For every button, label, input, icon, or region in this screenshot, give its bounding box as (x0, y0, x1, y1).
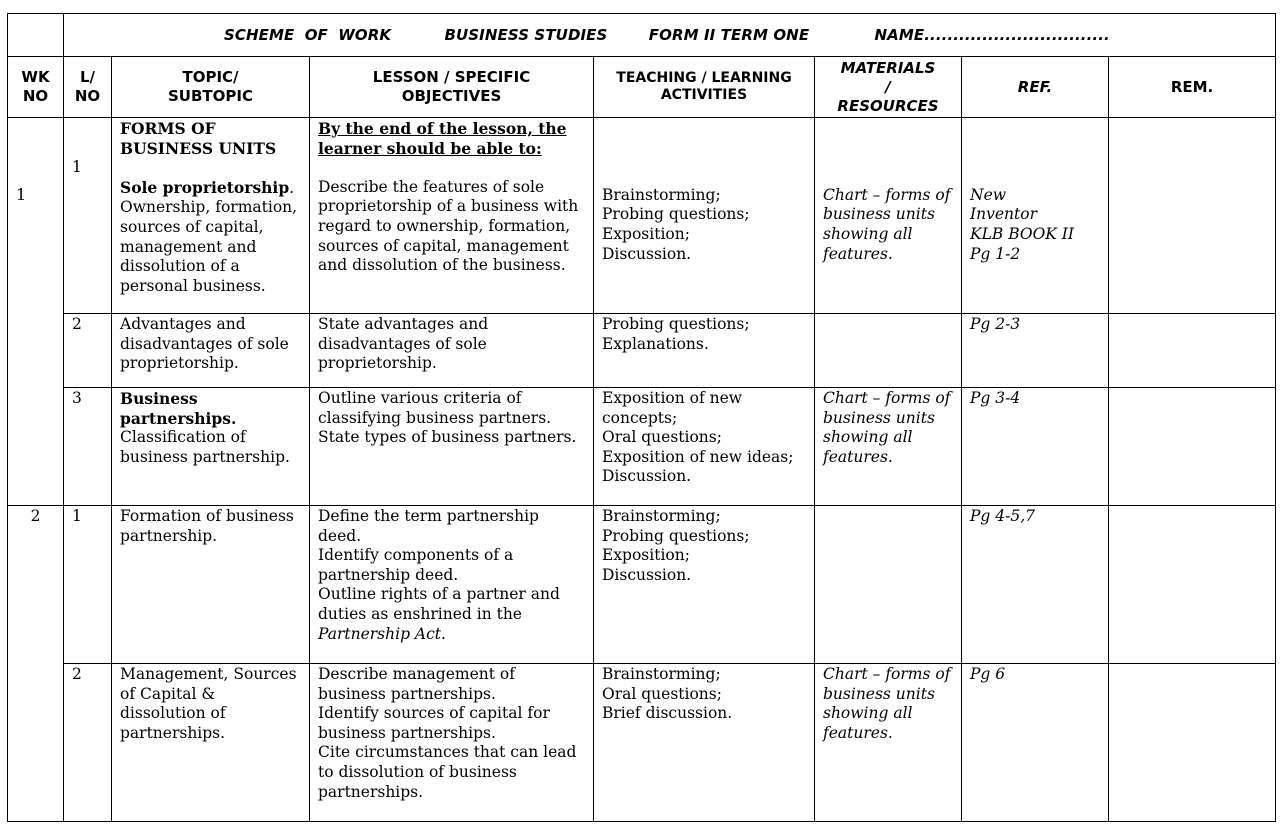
activities-cell: Brainstorming; Oral questions; Brief discussion. (594, 664, 815, 822)
title-name-field: NAME................................ (874, 26, 1110, 44)
ref-cell: Pg 4-5,7 (962, 506, 1109, 664)
objectives-cell: Outline various criteria of classifying business partners. State types of business partners. (310, 388, 594, 506)
topic-cell: FORMS OF BUSINESS UNITS Sole proprietorship. Ownership, formation, sources of capital, management and dissolution of a personal business. (112, 118, 310, 314)
header-l-no: L/ NO (64, 57, 112, 118)
rem-cell (1109, 314, 1276, 388)
ref-cell: New Inventor KLB BOOK II Pg 1-2 (962, 118, 1109, 314)
title-scheme: SCHEME OF WORK (224, 26, 392, 44)
header-row (8, 57, 1276, 118)
scheme-of-work-table (7, 13, 1276, 822)
ref-cell: Pg 3-4 (962, 388, 1109, 506)
activities-cell: Exposition of new concepts; Oral questions; Exposition of new ideas; Discussion. (594, 388, 815, 506)
page-title (64, 26, 1275, 44)
activities-cell: Brainstorming; Probing questions; Exposition; Discussion. (594, 506, 815, 664)
table-row (8, 314, 1276, 388)
materials-cell: Chart – forms of business units showing all features. (815, 664, 962, 822)
rem-cell (1109, 664, 1276, 822)
lesson-number-cell: 2 (64, 664, 112, 822)
ref-cell: Pg 6 (962, 664, 1109, 822)
header-ref: REF. (962, 57, 1109, 118)
header-teaching-activities: TEACHING / LEARNING ACTIVITIES (594, 57, 815, 118)
rem-cell (1109, 118, 1276, 314)
lesson-number-cell: 1 (64, 118, 112, 314)
table-row (8, 118, 1276, 314)
lesson-number-cell: 2 (64, 314, 112, 388)
header-materials: MATERIALS / RESOURCES (815, 57, 962, 118)
header-topic: TOPIC/ SUBTOPIC (112, 57, 310, 118)
ref-cell: Pg 2-3 (962, 314, 1109, 388)
table-row (8, 388, 1276, 506)
topic-cell: Business partnerships. Classification of business partnership. (112, 388, 310, 506)
materials-cell: Chart – forms of business units showing all features. (815, 118, 962, 314)
header-rem: REM. (1109, 57, 1276, 118)
topic-cell: Formation of business partnership. (112, 506, 310, 664)
activities-cell: Brainstorming; Probing questions; Exposition; Discussion. (594, 118, 815, 314)
week-cell: 1 (8, 118, 64, 506)
materials-cell (815, 506, 962, 664)
title-form-term: FORM II TERM ONE (648, 26, 810, 44)
header-lesson-objectives: LESSON / SPECIFIC OBJECTIVES (310, 57, 594, 118)
lesson-number-cell: 3 (64, 388, 112, 506)
materials-cell: Chart – forms of business units showing all features. (815, 388, 962, 506)
objectives-cell: Define the term partnership deed. Identify components of a partnership deed. Outline rights of a partner and duties as enshrined in the Partnership Act. (310, 506, 594, 664)
lesson-number-cell: 1 (64, 506, 112, 664)
rem-cell (1109, 388, 1276, 506)
materials-cell (815, 314, 962, 388)
title-subject: BUSINESS STUDIES (444, 26, 608, 44)
rem-cell (1109, 506, 1276, 664)
objectives-cell: By the end of the lesson, the learner should be able to: Describe the features of sole proprietorship of a business with regard to ownership, formation, sources of capital, management and dissolution of the business. (310, 118, 594, 314)
topic-cell: Management, Sources of Capital & dissolution of partnerships. (112, 664, 310, 822)
title-row (8, 14, 1276, 57)
title-cell (64, 14, 1276, 57)
table-row (8, 664, 1276, 822)
header-wk-no: WK NO (8, 57, 64, 118)
week-cell: 2 (8, 506, 64, 822)
topic-cell: Advantages and disadvantages of sole proprietorship. (112, 314, 310, 388)
objectives-cell: State advantages and disadvantages of sole proprietorship. (310, 314, 594, 388)
corner-cell (8, 14, 64, 57)
objectives-cell: Describe management of business partnerships. Identify sources of capital for business partnerships. Cite circumstances that can lead to dissolution of business partnerships. (310, 664, 594, 822)
table-row (8, 506, 1276, 664)
activities-cell: Probing questions; Explanations. (594, 314, 815, 388)
